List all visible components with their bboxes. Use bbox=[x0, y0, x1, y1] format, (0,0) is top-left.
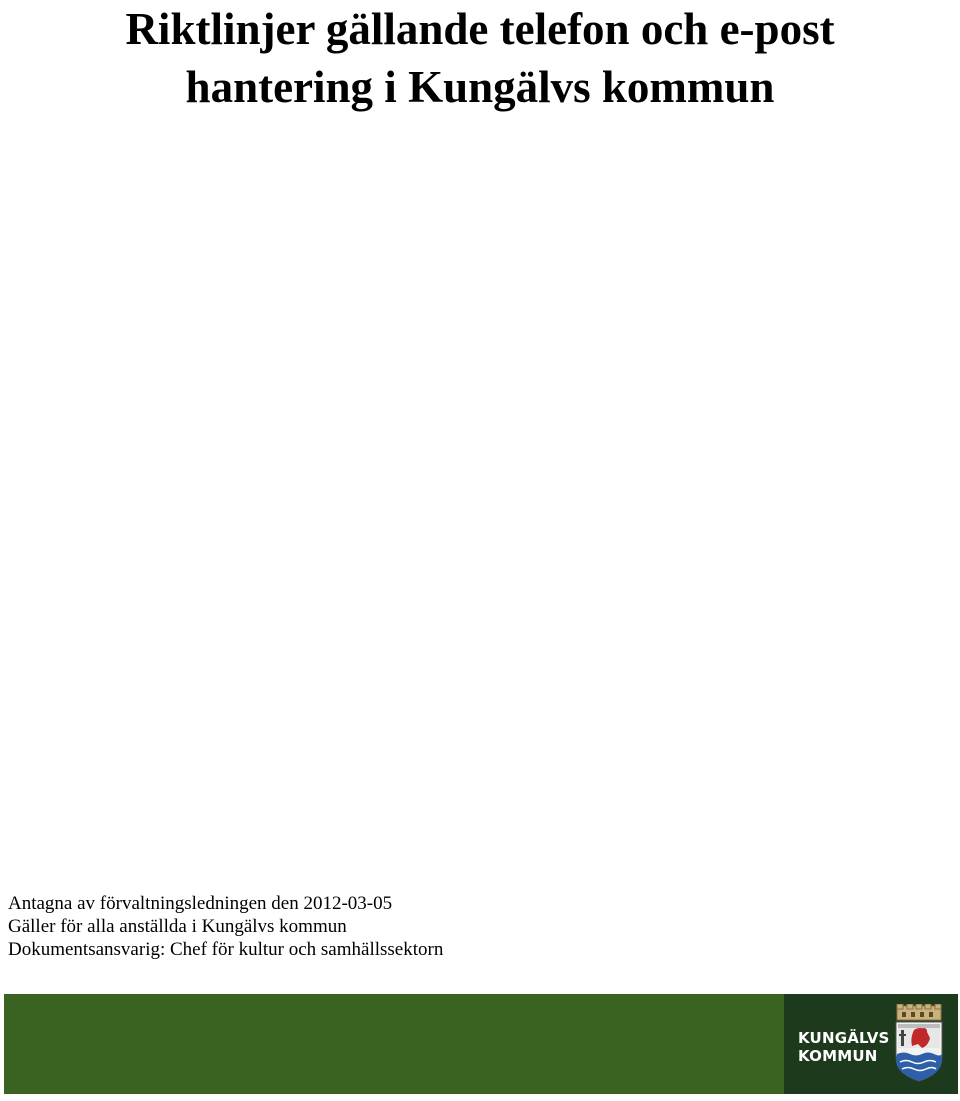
document-title bbox=[0, 0, 960, 116]
logo-line-1: KUNGÄLVS bbox=[798, 1029, 890, 1047]
logo-line-2: KOMMUN bbox=[798, 1047, 878, 1065]
adopted-statement: Antagna av förvaltningsledningen den 2012-03-05 bbox=[8, 893, 393, 914]
document-title-line-1: Riktlinjer gällande telefon och e-post bbox=[125, 4, 835, 54]
kungalv-coat-of-arms-icon bbox=[894, 1004, 944, 1082]
municipality-logo bbox=[784, 994, 958, 1094]
document-responsible: Dokumentsansvarig: Chef för kultur och samhällssektorn bbox=[8, 939, 444, 960]
document-title-line-2: hantering i Kungälvs kommun bbox=[185, 62, 775, 112]
applies-to-statement: Gäller för alla anställda i Kungälvs kommun bbox=[8, 916, 347, 937]
logo-wordmark bbox=[798, 1029, 890, 1065]
document-metadata bbox=[8, 892, 908, 961]
